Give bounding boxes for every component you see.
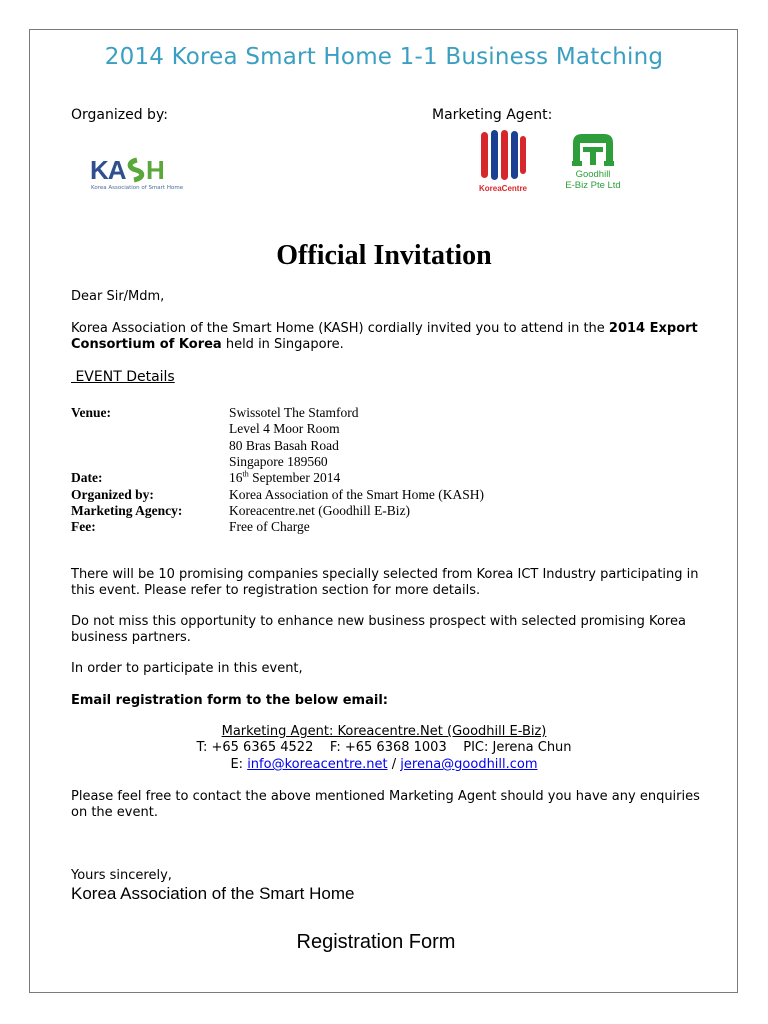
official-invitation-heading: Official Invitation [276, 240, 492, 271]
document-title: 2014 Korea Smart Home 1-1 Business Matching [104, 44, 664, 70]
svg-text:KA: KA [90, 155, 126, 185]
yours-sincerely: Yours sincerely, [71, 868, 172, 883]
greeting: Dear Sir/Mdm, [71, 289, 165, 304]
venue-line-4: Singapore 189560 [229, 453, 328, 469]
venue-line-2: Level 4 Moor Room [229, 421, 340, 437]
date-rest: September 2014 [248, 470, 341, 486]
contact-email-line [0, 757, 768, 774]
contact-phone-line: T: +65 6365 4522 F: +65 6368 1003 PIC: Jerena Chun [196, 740, 572, 755]
signature: Korea Association of the Smart Home [71, 884, 355, 903]
contact-agent-line: Marketing Agent: Koreacentre.Net (Goodhill E-Biz) [221, 724, 547, 739]
email-prefix: E: [230, 757, 248, 772]
kash-logo [90, 152, 192, 194]
intro-text-1: Korea Association of the Smart Home (KASH) cordially invited you to attend in the [71, 321, 609, 336]
goodhill-logo-line1: Goodhill [575, 169, 611, 180]
email-separator: / [387, 757, 401, 772]
venue-line-3: 80 Bras Basah Road [229, 437, 339, 453]
svg-text:H: H [146, 155, 165, 185]
venue-label: Venue: [71, 405, 112, 420]
organized-by-label: Organized by: [71, 107, 168, 123]
email-link-jerena[interactable]: jerena@goodhill.com [400, 757, 538, 772]
marketing-agency-value: Koreacentre.net (Goodhill E-Biz) [229, 502, 411, 518]
date-suffix: th [242, 469, 249, 479]
date-day: 16 [229, 470, 243, 486]
intro-bold: 2014 Export Consortium of Korea [71, 321, 698, 352]
goodhill-logo-line2: E-Biz Pte Ltd [565, 180, 621, 191]
participate-paragraph: In order to participate in this event, [71, 661, 303, 676]
intro-text-2: held in Singapore. [221, 337, 344, 352]
closing-paragraph: Please feel free to contact the above mentioned Marketing Agent should you have any enquiries on the event. [71, 789, 700, 820]
date-value [229, 470, 340, 486]
svg-text:KoreaCentre: KoreaCentre [478, 184, 528, 193]
marketing-agent-label: Marketing Agent: [432, 107, 553, 123]
email-link-info[interactable]: info@koreacentre.net [247, 757, 388, 772]
organized-by-detail-label: Organized by: [71, 486, 154, 502]
event-details-table [0, 405, 768, 535]
marketing-agency-label: Marketing Agency: [71, 502, 183, 518]
organized-by-detail-value: Korea Association of the Smart Home (KASH) [229, 486, 484, 502]
fee-value: Free of Charge [229, 519, 310, 535]
fee-label: Fee: [71, 519, 96, 535]
event-details-heading: EVENT Details [71, 369, 175, 385]
svg-text:Korea Association of Smart Hom: Korea Association of Smart Home [91, 185, 184, 191]
koreacentre-logo [475, 129, 531, 197]
venue-line-1: Swissotel The Stamford [229, 405, 359, 420]
registration-form-heading: Registration Form [296, 931, 456, 953]
opportunity-paragraph: Do not miss this opportunity to enhance new business prospect with selected promising Korea business partners. [71, 614, 686, 645]
companies-paragraph: There will be 10 promising companies specially selected from Korea ICT Industry participating in this event. Please refer to registration section for more details. [71, 567, 699, 598]
date-label: Date: [71, 470, 103, 486]
intro-paragraph [71, 321, 711, 353]
goodhill-logo [548, 131, 638, 201]
email-instruction: Email registration form to the below email: [71, 693, 388, 708]
